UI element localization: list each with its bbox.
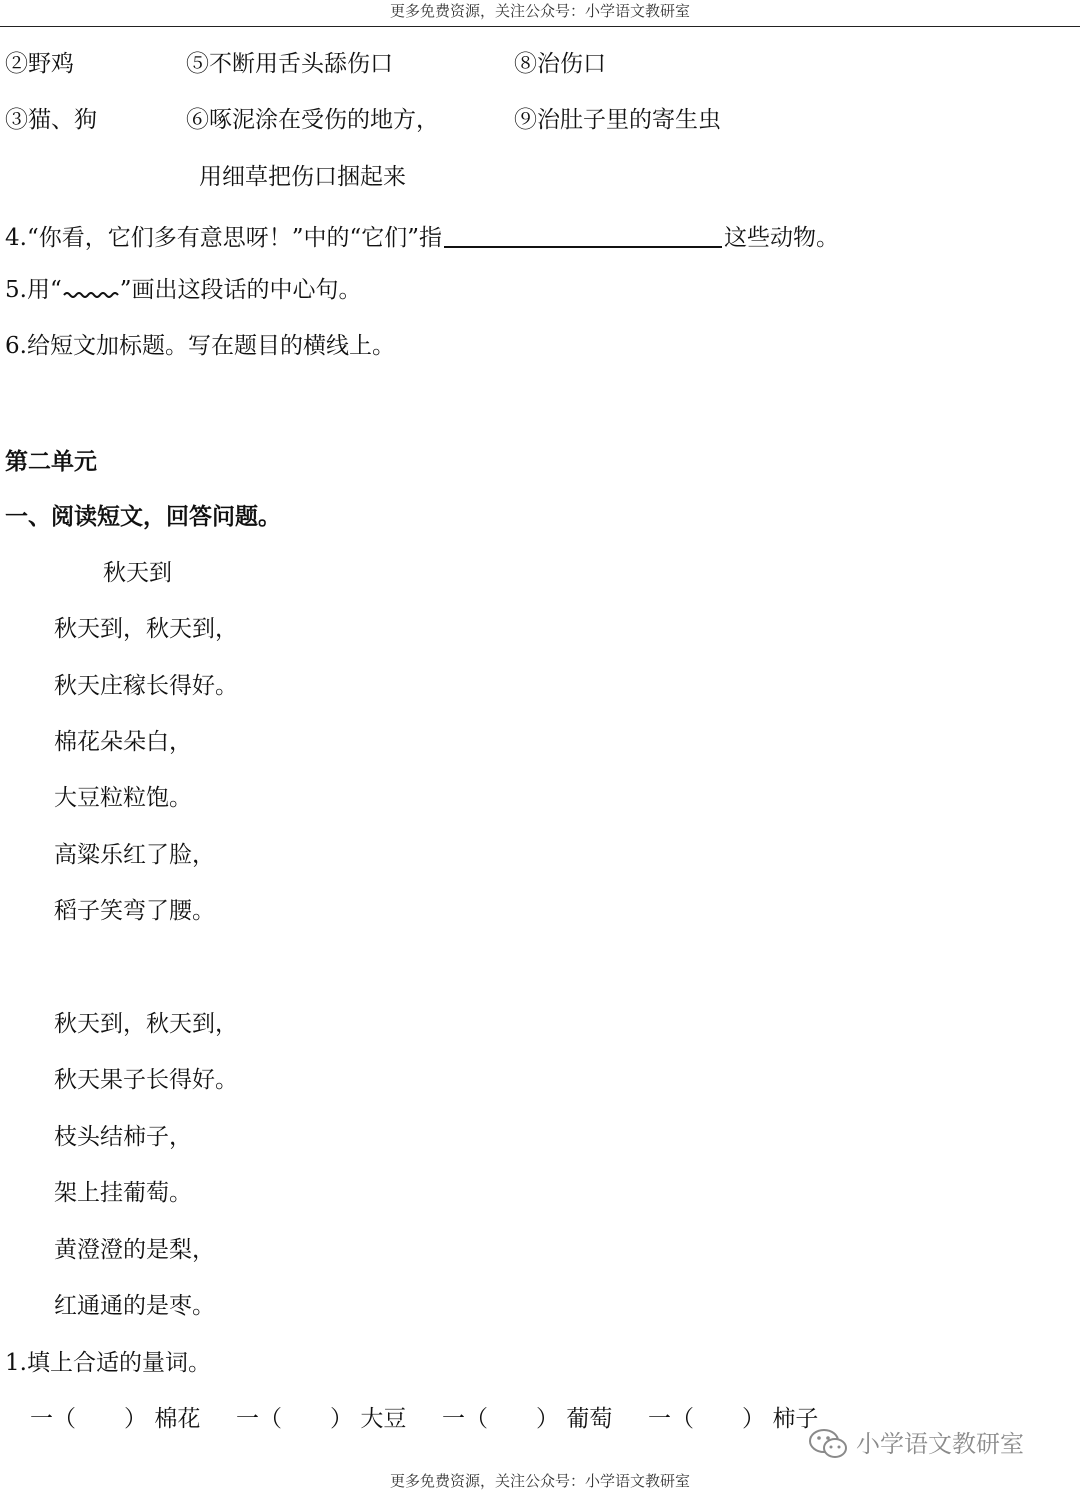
- question-5: [5, 276, 361, 304]
- measure-word-open: 一（: [442, 1406, 488, 1432]
- measure-word-noun: 棉花: [154, 1406, 201, 1432]
- watermark: [808, 1424, 1024, 1464]
- question-4-suffix: 这些动物。: [723, 225, 839, 251]
- measure-word-noun: 葡萄: [566, 1406, 613, 1432]
- measure-word-close: ）: [330, 1406, 353, 1432]
- poem-line: 秋天庄稼长得好。: [54, 673, 238, 699]
- measure-word-open: 一（: [648, 1406, 694, 1432]
- poem-line: 秋天到，秋天到，: [54, 1011, 238, 1037]
- question-4-text: 4.“你看，它们多有意思呀！”中的“它们”指: [5, 225, 442, 251]
- option-6: ⑥啄泥涂在受伤的地方，: [186, 107, 439, 133]
- question-5-text: 5.用“: [5, 277, 62, 303]
- option-6-continued: 用细草把伤口捆起来: [199, 164, 406, 190]
- question-4: [5, 222, 839, 252]
- measure-word-noun: 柿子: [772, 1406, 819, 1432]
- poem-line: 棉花朵朵白，: [54, 729, 192, 755]
- option-5: ⑤不断用舌头舔伤口: [186, 51, 393, 77]
- poem-line: 高粱乐红了脸，: [54, 842, 215, 868]
- question-6: 6.给短文加标题。写在题目的横线上。: [5, 333, 395, 359]
- page-header: 更多免费资源，关注公众号：小学语文教研室: [0, 0, 1080, 27]
- measure-word-item: [442, 1405, 612, 1433]
- wechat-icon: [808, 1427, 850, 1461]
- measure-word-item: [648, 1405, 818, 1433]
- option-8: ⑧治伤口: [514, 51, 606, 77]
- poem-line: 秋天到，秋天到，: [54, 616, 238, 642]
- poem-title: 秋天到: [103, 560, 172, 586]
- answer-blank-line[interactable]: [444, 222, 722, 248]
- measure-word-item: [236, 1405, 406, 1433]
- poem-line: 架上挂葡萄。: [54, 1180, 192, 1206]
- poem-line: 红通通的是枣。: [54, 1293, 215, 1319]
- measure-word-open: 一（: [236, 1406, 282, 1432]
- poem-line: 枝头结柿子，: [54, 1124, 192, 1150]
- poem-line: 秋天果子长得好。: [54, 1067, 238, 1093]
- measure-word-noun: 大豆: [360, 1406, 407, 1432]
- measure-word-item: [30, 1405, 200, 1433]
- page-footer: 更多免费资源，关注公众号：小学语文教研室: [389, 1472, 690, 1490]
- measure-word-close: ）: [742, 1406, 765, 1432]
- question-1: 1.填上合适的量词。: [5, 1350, 211, 1376]
- unit-title: 第二单元: [5, 448, 97, 475]
- measure-word-close: ）: [536, 1406, 559, 1432]
- wavy-underline-icon: [62, 283, 120, 301]
- question-5-suffix: ”画出这段话的中心句。: [119, 277, 362, 303]
- poem-line: 稻子笑弯了腰。: [54, 898, 215, 924]
- watermark-text: 小学语文教研室: [856, 1430, 1024, 1458]
- poem-line: 黄澄澄的是梨，: [54, 1237, 215, 1263]
- option-2: ②野鸡: [5, 51, 74, 77]
- poem-line: 大豆粒粒饱。: [54, 785, 192, 811]
- option-9: ⑨治肚子里的寄生虫: [514, 107, 721, 133]
- option-3: ③猫、狗: [5, 107, 97, 133]
- measure-word-close: ）: [124, 1406, 147, 1432]
- measure-word-open: 一（: [30, 1406, 76, 1432]
- section-heading: 一、阅读短文，回答问题。: [5, 503, 281, 530]
